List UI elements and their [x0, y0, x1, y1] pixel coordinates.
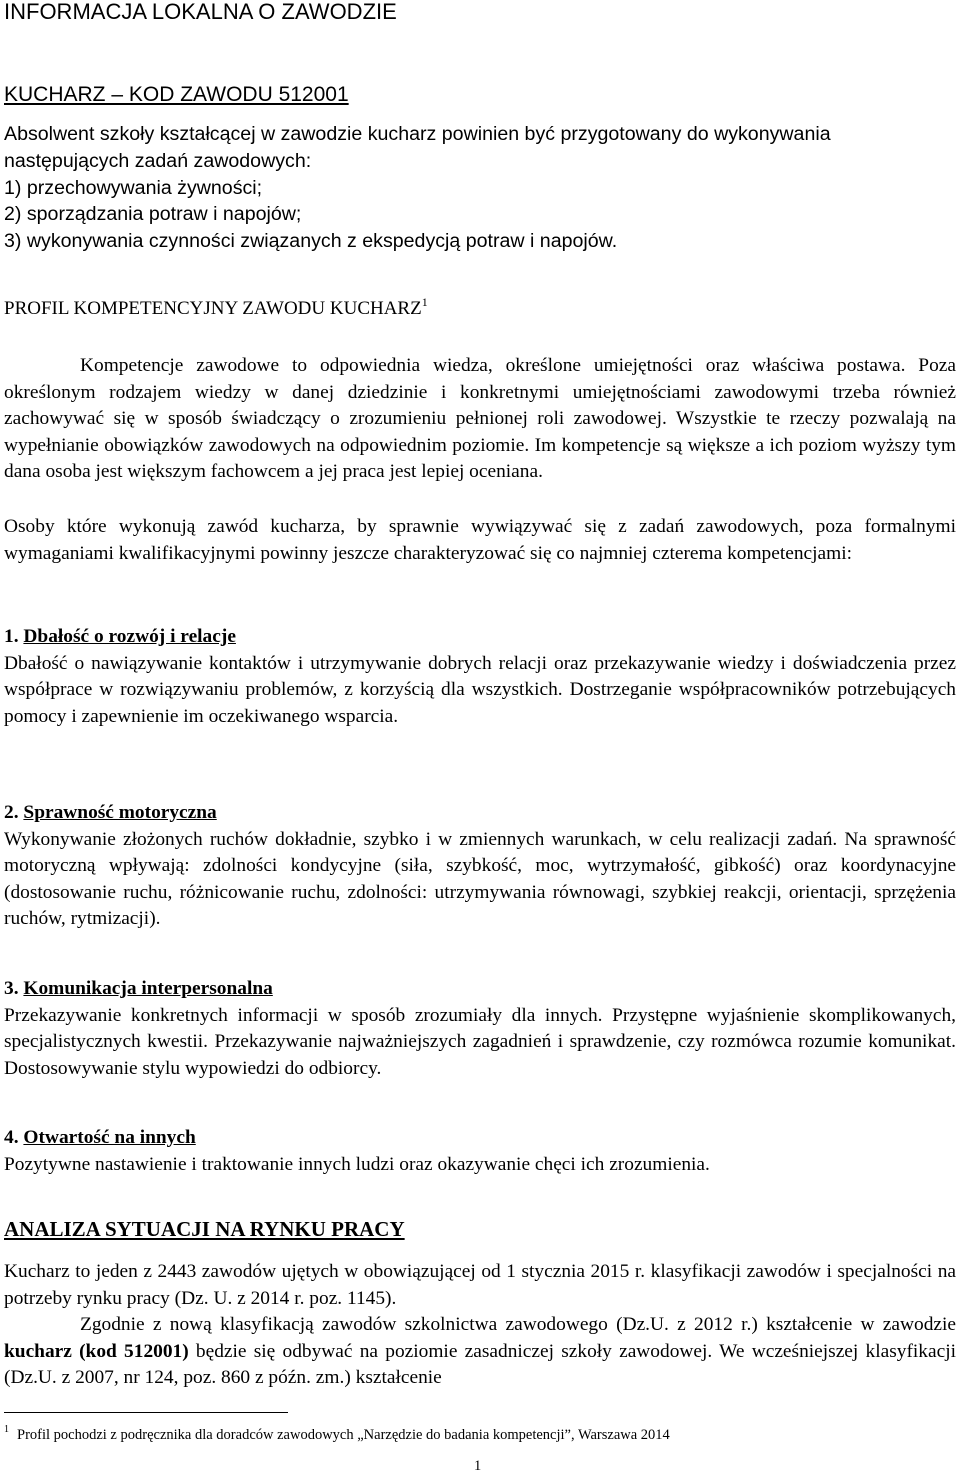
competency-section — [4, 624, 956, 730]
page-number: 1 — [474, 1458, 482, 1474]
competency-text: Wykonywanie złożonych ruchów dokładnie, szybko i w zmiennych warunkach, w celu realizacji zadań. Na sprawność motoryczną wpływają: zdolności kondycyjne (siła, szybkość, moc, wytrzymałość, gibkość) oraz koordynacyjne (dostosowanie ruchu, różnicowanie ruchu, zdolności: utrzymywania równowagi, szybkiej reakcji, orientacji, sprzężenia ruchów, rytmizacji). — [4, 828, 956, 930]
footnote-mark: 1 — [4, 1424, 9, 1435]
competency-title: Otwartość na innych — [23, 1127, 196, 1148]
analysis-heading: ANALIZA SYTUACJI NA RYNKU PRACY — [4, 1217, 405, 1241]
competency-number: 4. — [4, 1127, 19, 1148]
intro-line: następujących zadań zawodowych: — [4, 149, 312, 172]
profile-paragraph: Kompetencje zawodowe to odpowiednia wiedza, określone umiejętności oraz właściwa postawa. Poza określonym rodzajem wiedzy w danej dziedzinie i konkretnymi umiejętnościami zawodowymi trzeba również zachowywać się w sposób świadczący o zrozumieniu pełnionej roli zawodowej. Wszystkie te rzeczy pozwalają na wypełnianie obowiązków zawodowych na odpowiednim poziomie. Im kompetencje są większe a ich poziom wyższy tym dana osoba jest większym fachowcem a jej praca jest lepiej oceniana. — [4, 355, 956, 483]
competency-number: 3. — [4, 978, 19, 999]
profile-heading-text: PROFIL KOMPETENCYJNY ZAWODU KUCHARZ — [4, 298, 422, 319]
competency-title: Sprawność motoryczna — [23, 802, 217, 823]
competency-number: 2. — [4, 802, 19, 823]
occupation-heading: KUCHARZ – KOD ZAWODU 512001 — [4, 83, 349, 106]
competency-section — [4, 800, 956, 933]
competency-section — [4, 976, 956, 1082]
analysis-paragraph — [4, 1312, 956, 1392]
competency-heading — [4, 624, 956, 651]
task-item: 2) sporządzania potraw i napojów; — [4, 203, 302, 226]
competency-text: Dbałość o nawiązywanie kontaktów i utrzymywanie dobrych relacji oraz przekazywanie wiedzy i doświadczenia przez współprace w rozwiązywaniu problemów, z korzyścią dla wszystkich. Dostrzeganie współpracowników potrzebujących pomocy i zapewnienie im oczekiwanego wsparcia. — [4, 652, 956, 727]
task-item: 1) przechowywania żywności; — [4, 176, 263, 199]
intro-section — [4, 121, 956, 255]
competency-heading — [4, 976, 956, 1003]
analysis-text: Zgodnie z nową klasyfikacją zawodów szkolnictwa zawodowego (Dz.U. z 2012 r.) kształcenie w zawodzie — [80, 1314, 956, 1336]
competency-text: Pozytywne nastawienie i traktowanie innych ludzi oraz okazywanie chęci ich zrozumienia. — [4, 1153, 710, 1175]
competency-text: Przekazywanie konkretnych informacji w sposób zrozumiały dla innych. Przystępne wyjaśnienie skomplikowanych, specjalistycznych kwestii. Przekazywanie najważniejszych zagadnień i sprawdzenie, czy rozmówca rozumie komunikat. Dostosowywanie stylu wypowiedzi do odbiorcy. — [4, 1004, 956, 1079]
competency-title: Komunikacja interpersonalna — [23, 978, 273, 999]
occupation-code-emphasis: kucharz (kod 512001) — [4, 1340, 189, 1362]
document-title: INFORMACJA LOKALNA O ZAWODZIE — [4, 0, 397, 24]
analysis-section — [4, 1259, 956, 1392]
analysis-paragraph: Kucharz to jeden z 2443 zawodów ujętych w obowiązującej od 1 stycznia 2015 r. klasyfikacji zawodów i specjalności na potrzeby rynku pracy (Dz. U. z 2014 r. poz. 1145). — [4, 1261, 956, 1309]
profile-heading — [4, 296, 956, 323]
competency-section — [4, 1125, 956, 1178]
task-item: 3) wykonywania czynności związanych z ekspedycją potraw i napojów. — [4, 230, 618, 253]
analysis-text: będzie się odbywać na poziomie zasadniczej szkoły zawodowej. We wcześniejszej klasyfikacji (Dz.U. z 2007, nr 124, poz. 860 z późn. zm.) kształcenie — [4, 1340, 956, 1389]
profile-paragraph: Osoby które wykonują zawód kucharza, by sprawnie wywiązywać się z zadań zawodowych, poza formalnymi wymaganiami kwalifikacyjnymi powinny jeszcze charakteryzować się co najmniej czterema kompetencjami: — [4, 516, 956, 564]
competency-heading — [4, 1125, 956, 1152]
footnote-divider — [4, 1412, 288, 1413]
competency-heading — [4, 800, 956, 827]
footnote — [4, 1425, 670, 1445]
competency-title: Dbałość o rozwój i relacje — [23, 626, 236, 647]
footnote-ref: 1 — [421, 295, 428, 309]
footnote-text: Profil pochodzi z podręcznika dla doradców zawodowych „Narzędzie do badania kompetencji”, Warszawa 2014 — [17, 1427, 670, 1443]
competency-number: 1. — [4, 626, 19, 647]
intro-line: Absolwent szkoły kształcącej w zawodzie kucharz powinien być przygotowany do wykonywania — [4, 123, 831, 145]
